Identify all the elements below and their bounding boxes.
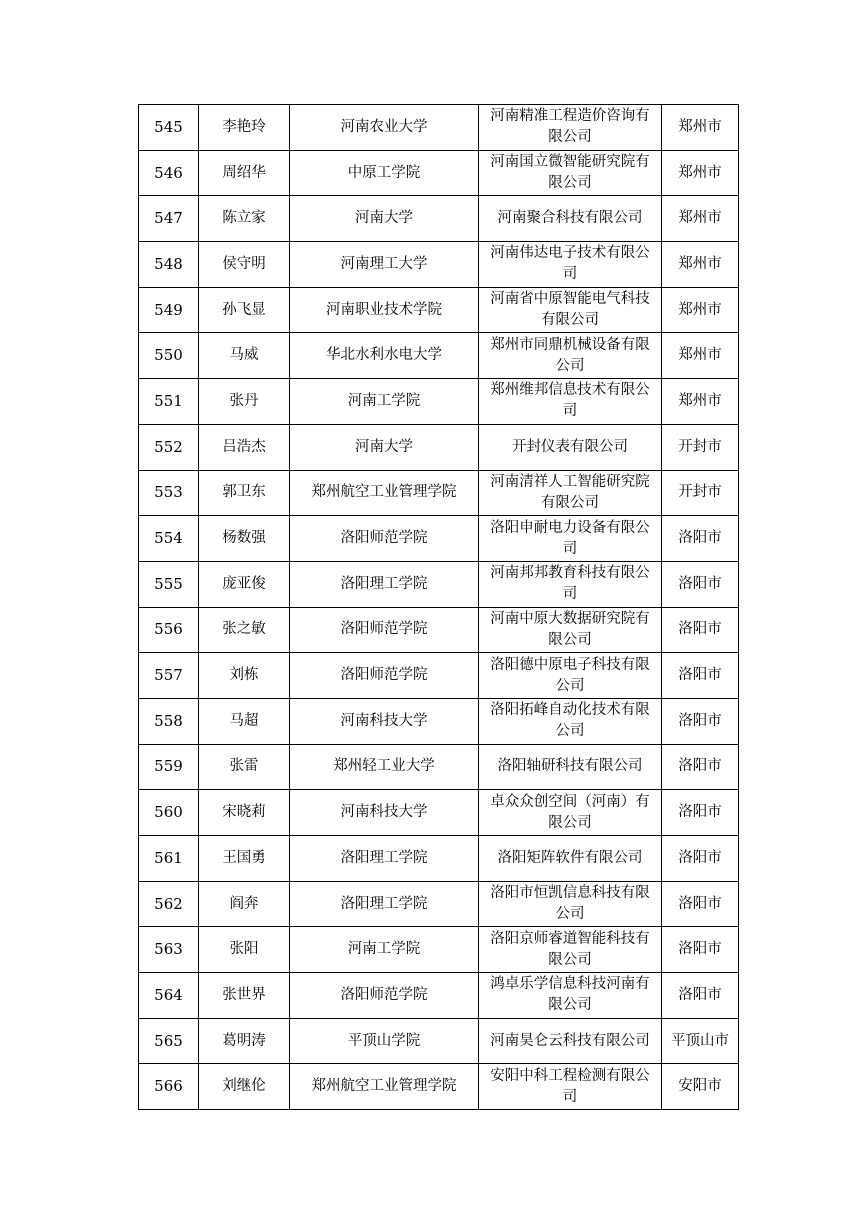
university-cell: 河南大学 (290, 424, 479, 470)
row-number-cell: 547 (139, 196, 199, 242)
company-cell: 洛阳市恒凯信息科技有限公司 (479, 881, 662, 927)
university-cell: 洛阳师范学院 (290, 653, 479, 699)
company-cell: 洛阳申耐电力设备有限公司 (479, 516, 662, 562)
company-cell: 开封仪表有限公司 (479, 424, 662, 470)
university-cell: 洛阳理工学院 (290, 836, 479, 882)
company-cell: 河南聚合科技有限公司 (479, 196, 662, 242)
table-row (139, 242, 739, 288)
university-cell: 洛阳理工学院 (290, 881, 479, 927)
city-cell: 洛阳市 (662, 561, 739, 607)
table-row (139, 607, 739, 653)
city-cell: 洛阳市 (662, 973, 739, 1019)
row-number-cell: 551 (139, 379, 199, 425)
table-row (139, 836, 739, 882)
row-number-cell: 565 (139, 1018, 199, 1064)
university-cell: 河南工学院 (290, 927, 479, 973)
table-row (139, 287, 739, 333)
person-name-cell: 李艳玲 (199, 105, 290, 151)
company-cell: 洛阳轴研科技有限公司 (479, 744, 662, 790)
company-cell: 洛阳京师睿道智能科技有限公司 (479, 927, 662, 973)
company-cell: 卓众众创空间（河南）有限公司 (479, 790, 662, 836)
row-number-cell: 560 (139, 790, 199, 836)
university-cell: 郑州轻工业大学 (290, 744, 479, 790)
person-name-cell: 刘继伦 (199, 1064, 290, 1110)
city-cell: 洛阳市 (662, 744, 739, 790)
table-row (139, 424, 739, 470)
university-cell: 平顶山学院 (290, 1018, 479, 1064)
city-cell: 郑州市 (662, 287, 739, 333)
university-cell: 华北水利水电大学 (290, 333, 479, 379)
roster-table-body (139, 105, 739, 1110)
city-cell: 郑州市 (662, 105, 739, 151)
university-cell: 洛阳师范学院 (290, 973, 479, 1019)
table-row (139, 196, 739, 242)
city-cell: 洛阳市 (662, 790, 739, 836)
university-cell: 河南科技大学 (290, 698, 479, 744)
person-name-cell: 张雷 (199, 744, 290, 790)
row-number-cell: 563 (139, 927, 199, 973)
row-number-cell: 552 (139, 424, 199, 470)
table-row (139, 973, 739, 1019)
row-number-cell: 564 (139, 973, 199, 1019)
university-cell: 河南农业大学 (290, 105, 479, 151)
person-name-cell: 马超 (199, 698, 290, 744)
row-number-cell: 548 (139, 242, 199, 288)
table-row (139, 516, 739, 562)
person-name-cell: 阎奔 (199, 881, 290, 927)
city-cell: 洛阳市 (662, 927, 739, 973)
table-row (139, 653, 739, 699)
city-cell: 洛阳市 (662, 698, 739, 744)
company-cell: 洛阳德中原电子科技有限公司 (479, 653, 662, 699)
company-cell: 河南精准工程造价咨询有限公司 (479, 105, 662, 151)
table-row (139, 927, 739, 973)
company-cell: 洛阳拓峰自动化技术有限公司 (479, 698, 662, 744)
company-cell: 河南国立微智能研究院有限公司 (479, 150, 662, 196)
table-row (139, 744, 739, 790)
person-name-cell: 张丹 (199, 379, 290, 425)
row-number-cell: 549 (139, 287, 199, 333)
row-number-cell: 557 (139, 653, 199, 699)
city-cell: 开封市 (662, 424, 739, 470)
table-row (139, 379, 739, 425)
table-row (139, 1064, 739, 1110)
city-cell: 郑州市 (662, 333, 739, 379)
university-cell: 中原工学院 (290, 150, 479, 196)
company-cell: 郑州市同鼎机械设备有限公司 (479, 333, 662, 379)
company-cell: 河南省中原智能电气科技有限公司 (479, 287, 662, 333)
city-cell: 洛阳市 (662, 836, 739, 882)
table-row (139, 470, 739, 516)
city-cell: 开封市 (662, 470, 739, 516)
city-cell: 平顶山市 (662, 1018, 739, 1064)
city-cell: 洛阳市 (662, 881, 739, 927)
university-cell: 洛阳理工学院 (290, 561, 479, 607)
company-cell: 洛阳矩阵软件有限公司 (479, 836, 662, 882)
table-row (139, 1018, 739, 1064)
person-name-cell: 刘栋 (199, 653, 290, 699)
row-number-cell: 566 (139, 1064, 199, 1110)
person-name-cell: 庞亚俊 (199, 561, 290, 607)
table-row (139, 150, 739, 196)
person-name-cell: 王国勇 (199, 836, 290, 882)
university-cell: 河南大学 (290, 196, 479, 242)
company-cell: 河南伟达电子技术有限公司 (479, 242, 662, 288)
university-cell: 河南理工大学 (290, 242, 479, 288)
person-name-cell: 张世界 (199, 973, 290, 1019)
row-number-cell: 545 (139, 105, 199, 151)
person-name-cell: 马威 (199, 333, 290, 379)
company-cell: 鸿卓乐学信息科技河南有限公司 (479, 973, 662, 1019)
person-name-cell: 张阳 (199, 927, 290, 973)
university-cell: 河南工学院 (290, 379, 479, 425)
row-number-cell: 558 (139, 698, 199, 744)
city-cell: 郑州市 (662, 242, 739, 288)
person-name-cell: 张之敏 (199, 607, 290, 653)
person-name-cell: 陈立家 (199, 196, 290, 242)
company-cell: 河南清祥人工智能研究院有限公司 (479, 470, 662, 516)
university-cell: 郑州航空工业管理学院 (290, 470, 479, 516)
row-number-cell: 546 (139, 150, 199, 196)
person-name-cell: 侯守明 (199, 242, 290, 288)
city-cell: 安阳市 (662, 1064, 739, 1110)
person-name-cell: 吕浩杰 (199, 424, 290, 470)
university-cell: 洛阳师范学院 (290, 607, 479, 653)
row-number-cell: 553 (139, 470, 199, 516)
table-row (139, 698, 739, 744)
company-cell: 河南邦邦教育科技有限公司 (479, 561, 662, 607)
company-cell: 河南昊仑云科技有限公司 (479, 1018, 662, 1064)
table-row (139, 105, 739, 151)
row-number-cell: 562 (139, 881, 199, 927)
table-row (139, 561, 739, 607)
table-row (139, 881, 739, 927)
table-row (139, 790, 739, 836)
city-cell: 洛阳市 (662, 607, 739, 653)
person-name-cell: 郭卫东 (199, 470, 290, 516)
city-cell: 郑州市 (662, 150, 739, 196)
row-number-cell: 556 (139, 607, 199, 653)
university-cell: 河南职业技术学院 (290, 287, 479, 333)
row-number-cell: 561 (139, 836, 199, 882)
city-cell: 洛阳市 (662, 516, 739, 562)
university-cell: 河南科技大学 (290, 790, 479, 836)
city-cell: 郑州市 (662, 196, 739, 242)
table-row (139, 333, 739, 379)
roster-table (138, 104, 739, 1110)
person-name-cell: 杨数强 (199, 516, 290, 562)
university-cell: 洛阳师范学院 (290, 516, 479, 562)
row-number-cell: 555 (139, 561, 199, 607)
company-cell: 郑州维邦信息技术有限公司 (479, 379, 662, 425)
person-name-cell: 周绍华 (199, 150, 290, 196)
person-name-cell: 孙飞显 (199, 287, 290, 333)
company-cell: 河南中原大数据研究院有限公司 (479, 607, 662, 653)
person-name-cell: 宋晓莉 (199, 790, 290, 836)
row-number-cell: 550 (139, 333, 199, 379)
city-cell: 洛阳市 (662, 653, 739, 699)
row-number-cell: 559 (139, 744, 199, 790)
university-cell: 郑州航空工业管理学院 (290, 1064, 479, 1110)
company-cell: 安阳中科工程检测有限公司 (479, 1064, 662, 1110)
person-name-cell: 葛明涛 (199, 1018, 290, 1064)
city-cell: 郑州市 (662, 379, 739, 425)
row-number-cell: 554 (139, 516, 199, 562)
